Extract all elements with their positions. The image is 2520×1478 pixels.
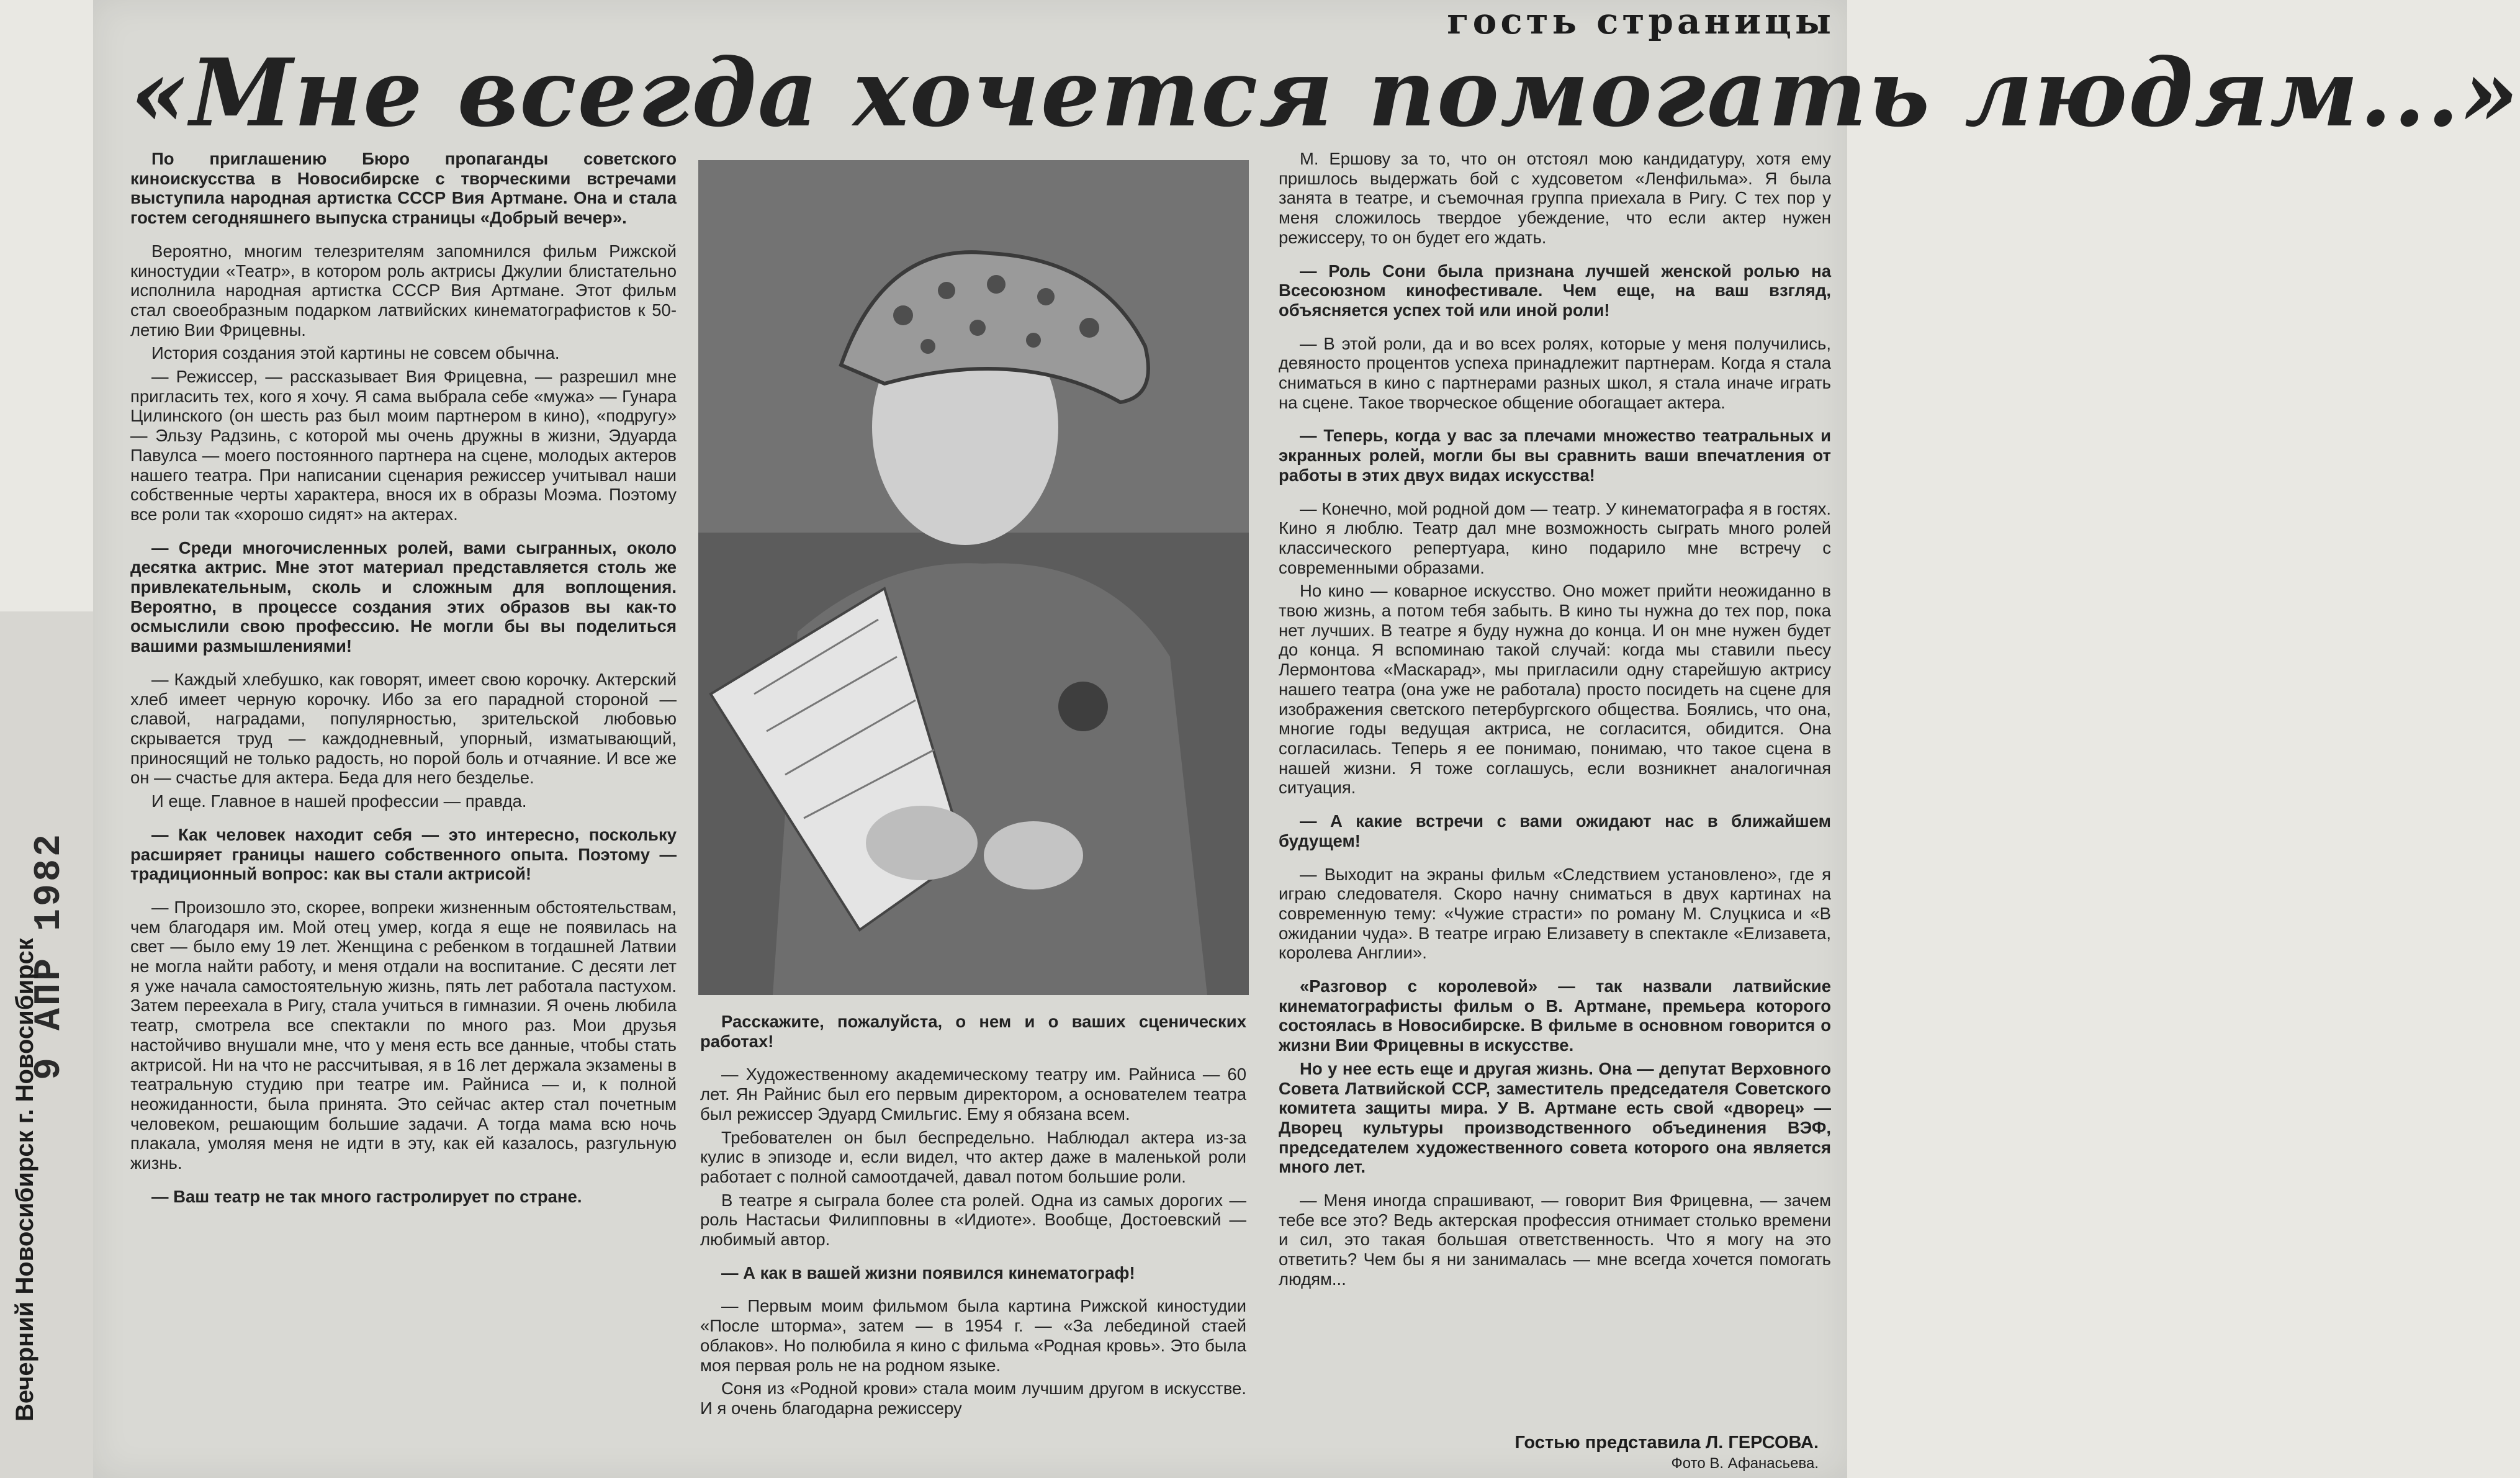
paragraph: — Произошло это, скорее, вопреки жизненным обстоятельствам, чем благодаря им. Мой отец умер, когда я еще не появилась на свет — было ему 19 лет. Женщина с ребенком в тогдашней Латвии не могла найти работу, и меня отдали на воспитание. С десяти лет я уже начала самостоятельную жизнь, пять лет работала пастухом. Затем переехала в Ригу, стала учиться в гимназии. Я очень любила театр, смотрела все спектакли по много раз. Мои друзья настойчиво внушали мне, что у меня есть все данные, чтобы стать актрисой. Ни на что не рассчитывая, я в 16 лет держала экзамены в театральную студию при театре им. Райниса — и, к полной неожиданности, была принята. Это сейчас актер стал почетным человеком, решающим большие задачи. А тогда мама всю ночь плакала, умоляя меня не идти в эту, как ей казалось, разгульную жизнь. bbox=[130, 897, 677, 1173]
paragraph: Соня из «Родной крови» стала моим лучшим другом в искусстве. И я очень благодарна режиссеру bbox=[700, 1379, 1246, 1418]
paragraph: — Каждый хлебушко, как говорят, имеет свою корочку. Актерский хлеб имеет черную корочку. Ибо за его парадной стороной — славой, наградами, популярностью, зрительской любовью скрывается труд — каждодневный, упорный, изматывающий, приносящий не только радость, но порой боль и отчаяние. И все же он — счастье для актера. Беда для него безделье. bbox=[130, 669, 677, 788]
paragraph: — Меня иногда спрашивают, — говорит Вия Фрицевна, — зачем тебе все это? Ведь актерская профессия отнимает столько времени и сил, это такая большая ответственность. Что я могу на это ответить? Чем бы я ни занималась — мне всегда хочется помогать людям... bbox=[1279, 1191, 1831, 1289]
photo-credit: Фото В. Афанасьева. bbox=[1671, 1455, 1819, 1472]
byline: Гостью представила Л. ГЕРСОВА. bbox=[1514, 1433, 1819, 1453]
paragraph: История создания этой картины не совсем обычна. bbox=[151, 343, 560, 363]
paragraph: «Разговор с королевой» — так назвали латвийские кинематографисты фильм о В. Артмане, премьера которого состоялась в Новосибирске. В фильме в основном говорится о жизни Вии Фрицевны в искусстве. bbox=[1279, 976, 1831, 1055]
paragraph: И еще. Главное в нашей профессии — правда. bbox=[151, 791, 527, 811]
paragraph: М. Ершову за то, что он отстоял мою кандидатуру, хотя ему пришлось выдержать бой с худсоветом «Ленфильма». Я была занята в театре, и съемочная группа приехала в Ригу. С тех пор у меня сложилось твердое убеждение, что если актер нужен режиссеру, то он будет его ждать. bbox=[1279, 149, 1831, 247]
paragraph: Но кино — коварное искусство. Оно может прийти неожиданно в твою жизнь, а потом тебя забыть. В кино ты нужна до тех пор, пока нет лучших. В театре я буду нужна до конца. И он мне нужен будет до конца. Я вспоминаю такой случай: когда мы ставили пьесу Лермонтова «Маскарад», мы пригласили одну старейшую актрису нашего театра (она уже не работала) просто посидеть на сцене для изображения светского петербургского общества. Боялись, что она, многие годы ведущая актриса, не согласится, обидится. Она согласилась. Теперь я ее понимаю, понимаю, что такое сцена в нашей жизни. Я тоже соглашусь, если возникнет аналогичная ситуация. bbox=[1279, 581, 1831, 798]
portrait-photo bbox=[698, 160, 1249, 995]
paragraph: — Как человек находит себя — это интересно, поскольку расширяет границы нашего собственного опыта. Поэтому — традиционный вопрос: как вы стали актрисой! bbox=[130, 824, 677, 884]
paragraph: По приглашению Бюро пропаганды советского киноискусства в Новосибирске с творческими встречами выступила народная артистка СССР Вия Артмане. Она и стала гостем сегодняшнего выпуска страницы «Добрый вечер». bbox=[130, 149, 677, 228]
paragraph: — Выходит на экраны фильм «Следствием установлено», где я играю следователя. Скоро начну сниматься в двух картинах на современную тему: «Чужие страсти» по роману М. Слуцкиса и «В ожидании чуда». В театре играю Елизавету в спектакле «Елизавета, королева Англии». bbox=[1279, 864, 1831, 963]
paragraph: Требователен он был беспредельно. Наблюдал актера из-за кулис в эпизоде и, если видел, что актер даже в маленькой роли работает с полной самоотдачей, давал потом большие роли. bbox=[700, 1127, 1246, 1186]
text-column-1 bbox=[130, 149, 677, 1210]
paragraph: — Конечно, мой родной дом — театр. У кинематографа я в гостях. Кино я люблю. Театр дал мне возможность сыграть много ролей классического репертуара, кино подарило мне встречу с современными образами. bbox=[1279, 498, 1831, 577]
paragraph: Но у нее есть еще и другая жизнь. Она — депутат Верховного Совета Латвийской ССР, заместитель председателя Советского комитета защиты мира. У В. Артмане есть свой «дворец» — Дворец культуры производственного объединения ВЭФ, председателем художественного совета которого она является много лет. bbox=[1279, 1058, 1831, 1177]
paragraph: — В этой роли, да и во всех ролях, которые у меня получились, девяносто процентов успеха принадлежит партнерам. Когда я стала сниматься в кино с партнерами разных школ, я стала иначе играть на сцене. Такое творческое общение обогащает актера. bbox=[1279, 333, 1831, 412]
paragraph: — А как в вашей жизни появился кинематограф! bbox=[721, 1263, 1135, 1282]
paragraph: — Первым моим фильмом была картина Рижской киностудии «После шторма», затем — в 1954 г. — «За лебединой стаей облаков». Но полюбила я кино с фильма «Родная кровь». Это была моя первая роль не на родном языке. bbox=[700, 1296, 1246, 1375]
stamp-city: г. Новосибирск bbox=[11, 938, 38, 1124]
source-stamp bbox=[11, 938, 39, 1422]
text-column-3 bbox=[1279, 149, 1831, 1293]
stamp-date: 9 АПР 1982 bbox=[29, 831, 71, 1080]
paragraph: — Ваш театр не так много гастролирует по стране. bbox=[151, 1186, 582, 1206]
paragraph: Расскажите, пожалуйста, о нем и о ваших сценических работах! bbox=[700, 1012, 1246, 1051]
paragraph: В театре я сыграла более ста ролей. Одна из самых дорогих — роль Настасьи Филипповны в «Идиоте». Вообще, Достоевский — любимый автор. bbox=[700, 1190, 1246, 1250]
stamp-newspaper: Вечерний Новосибирск bbox=[11, 1130, 38, 1422]
paragraph: — Теперь, когда у вас за плечами множество театральных и экранных ролей, могли бы вы сравнить ваши впечатления от работы в этих двух видах искусства! bbox=[1279, 426, 1831, 485]
paragraph: — Режиссер, — рассказывает Вия Фрицевна, — разрешил мне пригласить тех, кого я хочу. Я сама выбрала себе «мужа» — Гунара Цилинского (он шесть раз был моим партнером в кино), «подругу» — Эльзу Радзинь, с которой мы очень дружны в жизни, Эдуарда Павулса — моего постоянного партнера на сцене, молодых актеров нашего театра. При написании сценария режиссер учитывал наши собственные черты характера, внося их в образы Моэма. Поэтому все роли так «хорошо сидят» на актерах. bbox=[130, 367, 677, 524]
headline: «Мне всегда хочется помогать людям...» bbox=[130, 38, 2520, 148]
paragraph: — Среди многочисленных ролей, вами сыгранных, около десятка актрис. Мне этот материал представляется столь же привлекательным, сколь и сложным для воплощения. Вероятно, в процессе создания этих образов вы как-то осмыслили свою профессию. Не могли бы вы поделиться вашими размышлениями! bbox=[130, 538, 677, 656]
paragraph: — А какие встречи с вами ожидают нас в ближайшем будущем! bbox=[1279, 811, 1831, 850]
text-column-2 bbox=[700, 1012, 1246, 1422]
portrait-illustration bbox=[698, 160, 1249, 995]
paragraph: — Роль Сони была признана лучшей женской ролью на Всесоюзном кинофестивале. Чем еще, на ваш взгляд, объясняется успех той или иной роли! bbox=[1279, 261, 1831, 320]
paragraph: Вероятно, многим телезрителям запомнился фильм Рижской киностудии «Театр», в котором роль актрисы Джулии блистательно исполнила народная артистка СССР Вия Артмане. Этот фильм стал своеобразным подарком латвийских кинематографистов к 50-летию Вии Фрицевны. bbox=[130, 241, 677, 340]
paragraph: — Художественному академическому театру им. Райниса — 60 лет. Ян Райнис был его первым директором, а основателем театра был режиссер Эдуард Смильгис. Ему я обязана всем. bbox=[700, 1065, 1246, 1124]
section-rubric: гость страницы bbox=[1447, 0, 1835, 42]
